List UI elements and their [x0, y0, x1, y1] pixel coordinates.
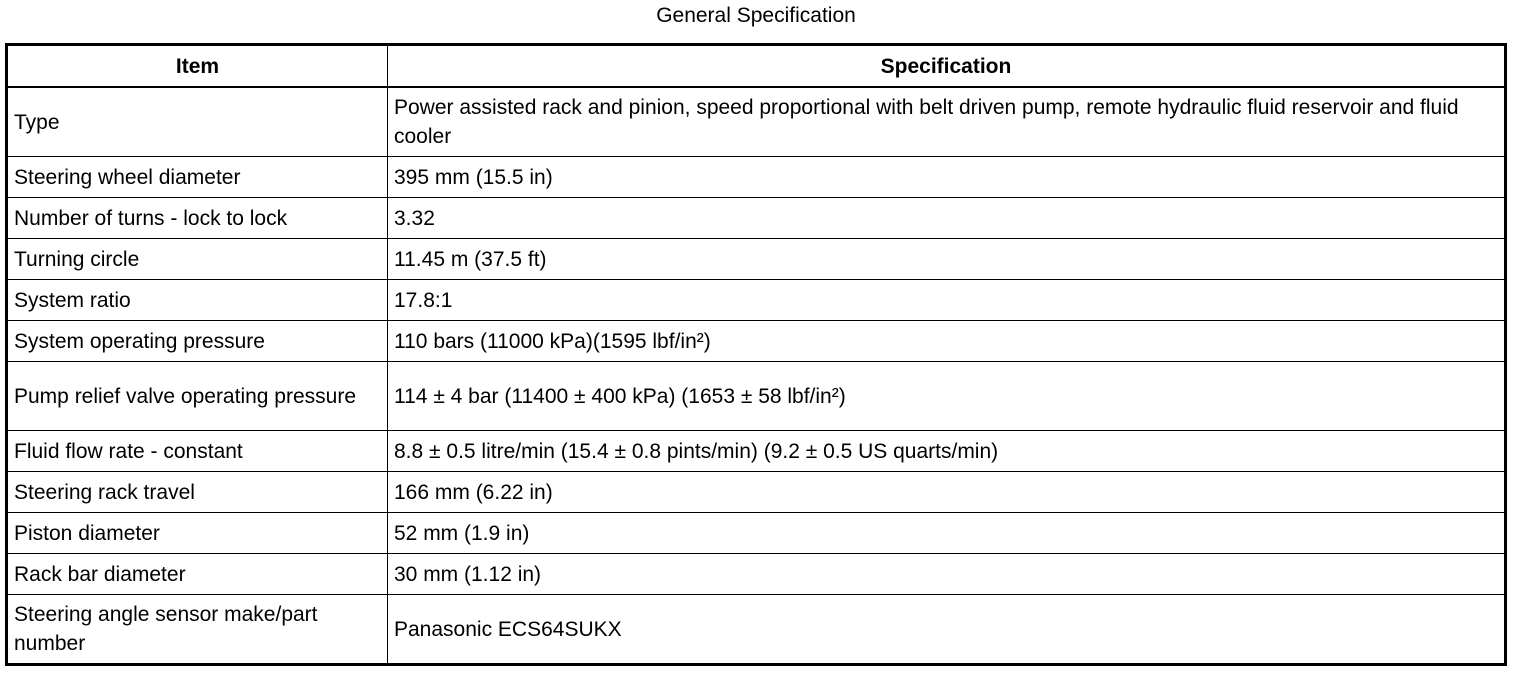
specification-cell: Panasonic ECS64SUKX	[388, 595, 1506, 665]
table-row	[7, 472, 1506, 513]
specification-cell: 166 mm (6.22 in)	[388, 472, 1506, 513]
item-cell: Number of turns - lock to lock	[7, 198, 388, 239]
table-row	[7, 157, 1506, 198]
specification-cell: Power assisted rack and pinion, speed proportional with belt driven pump, remote hydraulic fluid reservoir and fluid cooler	[388, 87, 1506, 157]
item-cell: Steering wheel diameter	[7, 157, 388, 198]
item-cell: Fluid flow rate - constant	[7, 431, 388, 472]
item-cell: Turning circle	[7, 239, 388, 280]
specification-cell: 110 bars (11000 kPa)(1595 lbf/in²)	[388, 321, 1506, 362]
item-cell: Steering rack travel	[7, 472, 388, 513]
specification-cell: 52 mm (1.9 in)	[388, 513, 1506, 554]
specification-cell: 395 mm (15.5 in)	[388, 157, 1506, 198]
specification-table	[5, 43, 1507, 666]
specification-cell: 30 mm (1.12 in)	[388, 554, 1506, 595]
column-header-specification: Specification	[388, 45, 1506, 88]
table-row	[7, 239, 1506, 280]
item-cell: Piston diameter	[7, 513, 388, 554]
specification-cell: 3.32	[388, 198, 1506, 239]
table-row	[7, 321, 1506, 362]
specification-cell: 8.8 ± 0.5 litre/min (15.4 ± 0.8 pints/min) (9.2 ± 0.5 US quarts/min)	[388, 431, 1506, 472]
table-row	[7, 431, 1506, 472]
table-row	[7, 513, 1506, 554]
table-row	[7, 280, 1506, 321]
item-cell: System ratio	[7, 280, 388, 321]
item-cell: System operating pressure	[7, 321, 388, 362]
specification-cell: 17.8:1	[388, 280, 1506, 321]
item-cell: Steering angle sensor make/part number	[7, 595, 388, 665]
table-row	[7, 87, 1506, 157]
table-row	[7, 554, 1506, 595]
table-row	[7, 595, 1506, 665]
table-row	[7, 362, 1506, 431]
table-row	[7, 198, 1506, 239]
item-cell: Rack bar diameter	[7, 554, 388, 595]
specification-cell: 11.45 m (37.5 ft)	[388, 239, 1506, 280]
table-header-row	[7, 45, 1506, 88]
specification-cell: 114 ± 4 bar (11400 ± 400 kPa) (1653 ± 58 lbf/in²)	[388, 362, 1506, 431]
item-cell: Type	[7, 87, 388, 157]
column-header-item: Item	[7, 45, 388, 88]
page-title: General Specification	[656, 4, 856, 27]
item-cell: Pump relief valve operating pressure	[7, 362, 388, 431]
